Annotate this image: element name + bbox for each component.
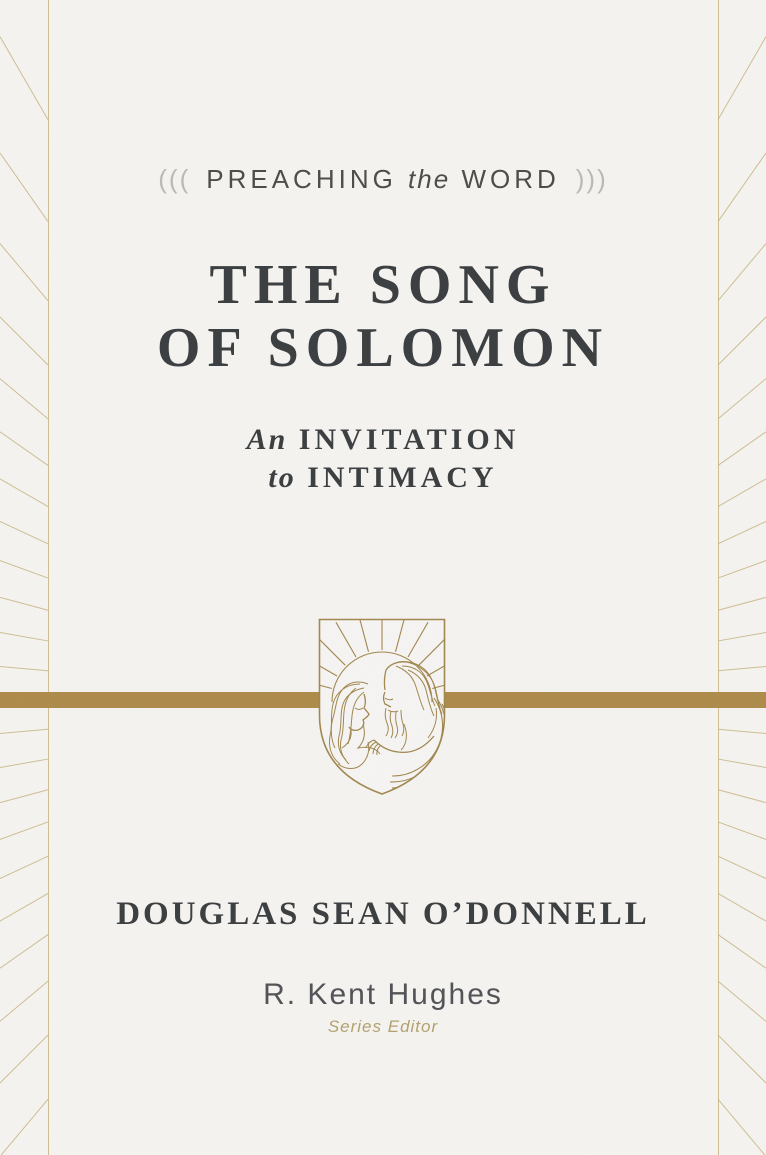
series-logo [0, 164, 766, 194]
subtitle-intimacy: INTIMACY [307, 461, 498, 494]
subtitle-invitation: INVITATION [298, 423, 520, 456]
subtitle-to: to [268, 461, 296, 494]
series-logo-the: the [408, 164, 451, 194]
series-logo-word: PREACHING [206, 164, 397, 194]
title-line-2: OF SOLOMON [156, 317, 610, 379]
sound-marks-left-icon: ((( [158, 164, 191, 194]
book-subtitle [0, 421, 766, 497]
series-editor-role: Series Editor [327, 1017, 439, 1036]
subtitle-an: An [246, 423, 288, 456]
sound-marks-right-icon: ))) [575, 164, 608, 194]
book-title [0, 254, 766, 380]
author-name: DOUGLAS SEAN O’DONNELL [116, 896, 650, 932]
couple-crest-icon [318, 618, 446, 796]
series-logo-word: WORD [461, 164, 560, 194]
series-editor-name: R. Kent Hughes [263, 978, 503, 1011]
title-line-1: THE SONG [209, 254, 557, 316]
